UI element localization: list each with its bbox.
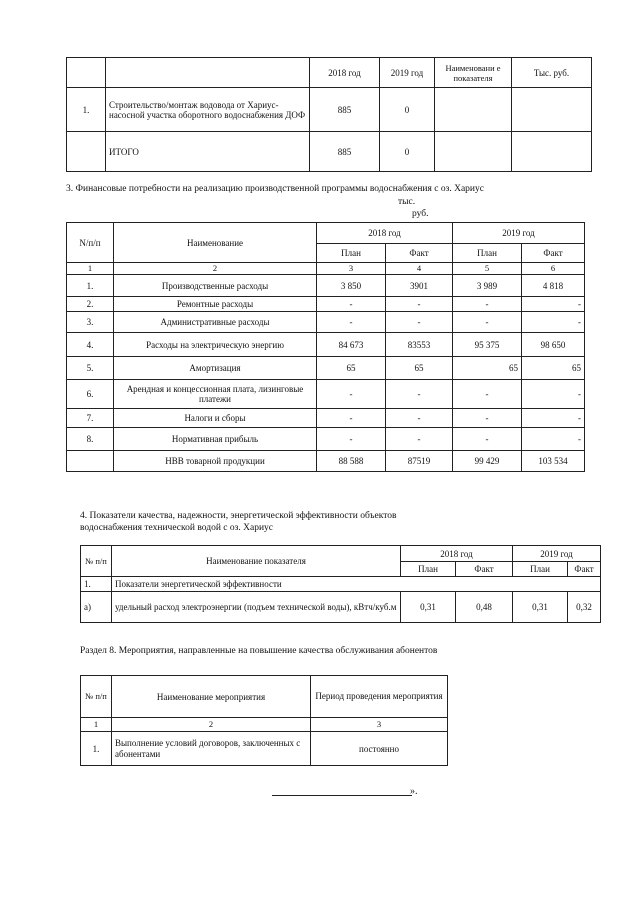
- header-cell: Наименовани е показателя: [435, 58, 512, 88]
- col-period-header: Период проведения мероприятия: [311, 676, 448, 718]
- table-row: [67, 380, 585, 409]
- fact-2019: -: [522, 409, 585, 428]
- fact-2018: 65: [386, 357, 453, 380]
- section8-title: Раздел 8. Мероприятия, направленные на повышение качества обслуживания абонентов: [80, 646, 438, 656]
- plan-2019: -: [453, 409, 522, 428]
- row-number: [67, 132, 106, 172]
- plan-2018: 0,31: [401, 592, 456, 623]
- section4-title-line2: водоснабжения технической водой с оз. Хариус: [80, 523, 274, 533]
- group-name: Показатели энергетической эффективности: [112, 577, 601, 592]
- plan-header: План: [453, 244, 522, 263]
- row-name: Расходы на электрическую энергию: [114, 333, 317, 357]
- row-number: 7.: [67, 409, 114, 428]
- index-cell: 2: [112, 718, 311, 732]
- fact-2018: 83553: [386, 333, 453, 357]
- plan-2019: 0,31: [513, 592, 568, 623]
- plan-2019: -: [453, 428, 522, 451]
- row-number: а): [81, 592, 112, 623]
- table-row: [67, 297, 585, 312]
- row-name: удельный расход электроэнергии (подъем технической воды), кВтч/куб.м: [112, 592, 401, 623]
- year-2018-header: 2018 год: [317, 223, 453, 244]
- row-name: ИТОГО: [106, 132, 310, 172]
- col-name-header: Наименование показателя: [112, 546, 401, 577]
- year-2018-header: 2018 год: [401, 546, 513, 562]
- row-name: Амортизация: [114, 357, 317, 380]
- plan-2018: -: [317, 428, 386, 451]
- header-cell: 2018 год: [310, 58, 380, 88]
- index-cell: 4: [386, 263, 453, 275]
- fact-2018: -: [386, 297, 453, 312]
- row-name: НВВ товарной продукции: [114, 451, 317, 472]
- index-cell: 1: [67, 263, 114, 275]
- value-2018: 885: [310, 88, 380, 132]
- financial-needs-table: [66, 222, 585, 472]
- fact-2018: -: [386, 428, 453, 451]
- plan-2018: 84 673: [317, 333, 386, 357]
- section3-unit-line2: руб.: [412, 209, 429, 219]
- row-number: 2.: [67, 297, 114, 312]
- sum-cell: [512, 132, 592, 172]
- col-name-header: Наименование мероприятия: [112, 676, 311, 718]
- table-row: [67, 312, 585, 333]
- service-measures-table: [80, 675, 448, 766]
- group-row: [81, 577, 601, 592]
- row-number: 1.: [81, 732, 112, 766]
- row-name: Административные расходы: [114, 312, 317, 333]
- index-row: [67, 263, 585, 275]
- row-number: 8.: [67, 428, 114, 451]
- fact-2019: -: [522, 428, 585, 451]
- plan-header: План: [317, 244, 386, 263]
- value-2018: 885: [310, 132, 380, 172]
- fact-header: Факт: [456, 562, 513, 577]
- plan-2018: 65: [317, 357, 386, 380]
- plan-2018: 3 850: [317, 275, 386, 297]
- year-2019-header: 2019 год: [513, 546, 601, 562]
- fact-2019: 0,32: [568, 592, 601, 623]
- plan-2018: -: [317, 312, 386, 333]
- index-cell: 3: [311, 718, 448, 732]
- fact-2019: -: [522, 312, 585, 333]
- plan-2019: 95 375: [453, 333, 522, 357]
- table-row: [81, 592, 601, 623]
- col-num-header: N/п/п: [67, 223, 114, 263]
- table-header-row: [67, 58, 592, 88]
- table-row: [67, 333, 585, 357]
- fact-2018: 3901: [386, 275, 453, 297]
- row-number: 4.: [67, 333, 114, 357]
- header-cell: Тыс. руб.: [512, 58, 592, 88]
- index-cell: 1: [81, 718, 112, 732]
- table-header-row: [81, 676, 448, 718]
- investment-table: [66, 57, 592, 172]
- table-row: [67, 132, 592, 172]
- row-name: Выполнение условий договоров, заключенных с абонентами: [112, 732, 311, 766]
- plan-2018: -: [317, 297, 386, 312]
- header-cell: 2019 год: [380, 58, 435, 88]
- fact-2018: -: [386, 312, 453, 333]
- indicator-cell: [435, 132, 512, 172]
- row-number: 3.: [67, 312, 114, 333]
- signature-line: [272, 784, 412, 796]
- row-name: Производственные расходы: [114, 275, 317, 297]
- table-total-row: [67, 451, 585, 472]
- row-number: 5.: [67, 357, 114, 380]
- plan-2019: 65: [453, 357, 522, 380]
- row-name: Налоги и сборы: [114, 409, 317, 428]
- row-name: Строительство/монтаж водовода от Хариус-насосной участка оборотного водоснабжения ДОФ: [106, 88, 310, 132]
- index-cell: 5: [453, 263, 522, 275]
- fact-2019: 98 650: [522, 333, 585, 357]
- table-row: [67, 88, 592, 132]
- row-name: Арендная и концессионная плата, лизинговые платежи: [114, 380, 317, 409]
- row-name: Нормативная прибыль: [114, 428, 317, 451]
- fact-2018: -: [386, 380, 453, 409]
- header-cell: [106, 58, 310, 88]
- plan-header: Плаи: [513, 562, 568, 577]
- index-cell: 2: [114, 263, 317, 275]
- plan-2019: 3 989: [453, 275, 522, 297]
- value-2019: 0: [380, 132, 435, 172]
- row-period: постоянно: [311, 732, 448, 766]
- row-number: 6.: [67, 380, 114, 409]
- section4-title-line1: 4. Показатели качества, надежности, энергетической эффективности объектов: [80, 511, 397, 521]
- plan-header: План: [401, 562, 456, 577]
- row-number: [67, 451, 114, 472]
- fact-2019: -: [522, 380, 585, 409]
- fact-header: Факт: [522, 244, 585, 263]
- value-2019: 0: [380, 88, 435, 132]
- table-row: [67, 357, 585, 380]
- table-header-row: [67, 223, 585, 244]
- row-number: 1.: [67, 275, 114, 297]
- row-name: Ремонтные расходы: [114, 297, 317, 312]
- table-row: [81, 732, 448, 766]
- fact-2019: 103 534: [522, 451, 585, 472]
- plan-2019: -: [453, 380, 522, 409]
- col-num-header: № п/п: [81, 546, 112, 577]
- plan-2018: -: [317, 380, 386, 409]
- fact-header: Факт: [568, 562, 601, 577]
- index-cell: 3: [317, 263, 386, 275]
- plan-2018: -: [317, 409, 386, 428]
- indicator-cell: [435, 88, 512, 132]
- plan-2019: -: [453, 297, 522, 312]
- fact-header: Факт: [386, 244, 453, 263]
- fact-2018: -: [386, 409, 453, 428]
- table-row: [67, 428, 585, 451]
- plan-2018: 88 588: [317, 451, 386, 472]
- fact-2018: 0,48: [456, 592, 513, 623]
- fact-2019: 65: [522, 357, 585, 380]
- table-row: [67, 275, 585, 297]
- fact-2019: -: [522, 297, 585, 312]
- col-name-header: Наименование: [114, 223, 317, 263]
- sum-cell: [512, 88, 592, 132]
- index-cell: 6: [522, 263, 585, 275]
- fact-2018: 87519: [386, 451, 453, 472]
- year-2019-header: 2019 год: [453, 223, 585, 244]
- row-number: 1.: [81, 577, 112, 592]
- table-row: [67, 409, 585, 428]
- table-header-row: [81, 546, 601, 562]
- section3-title: 3. Финансовые потребности на реализацию производственной программы водоснабжения с оз. Хариус: [66, 184, 484, 194]
- section3-unit-line1: тыс.: [398, 197, 416, 207]
- closing-quote: ».: [410, 786, 418, 797]
- fact-2019: 4 818: [522, 275, 585, 297]
- plan-2019: 99 429: [453, 451, 522, 472]
- header-cell: [67, 58, 106, 88]
- col-num-header: № п/п: [81, 676, 112, 718]
- quality-indicators-table: [80, 545, 601, 623]
- index-row: [81, 718, 448, 732]
- plan-2019: -: [453, 312, 522, 333]
- row-number: 1.: [67, 88, 106, 132]
